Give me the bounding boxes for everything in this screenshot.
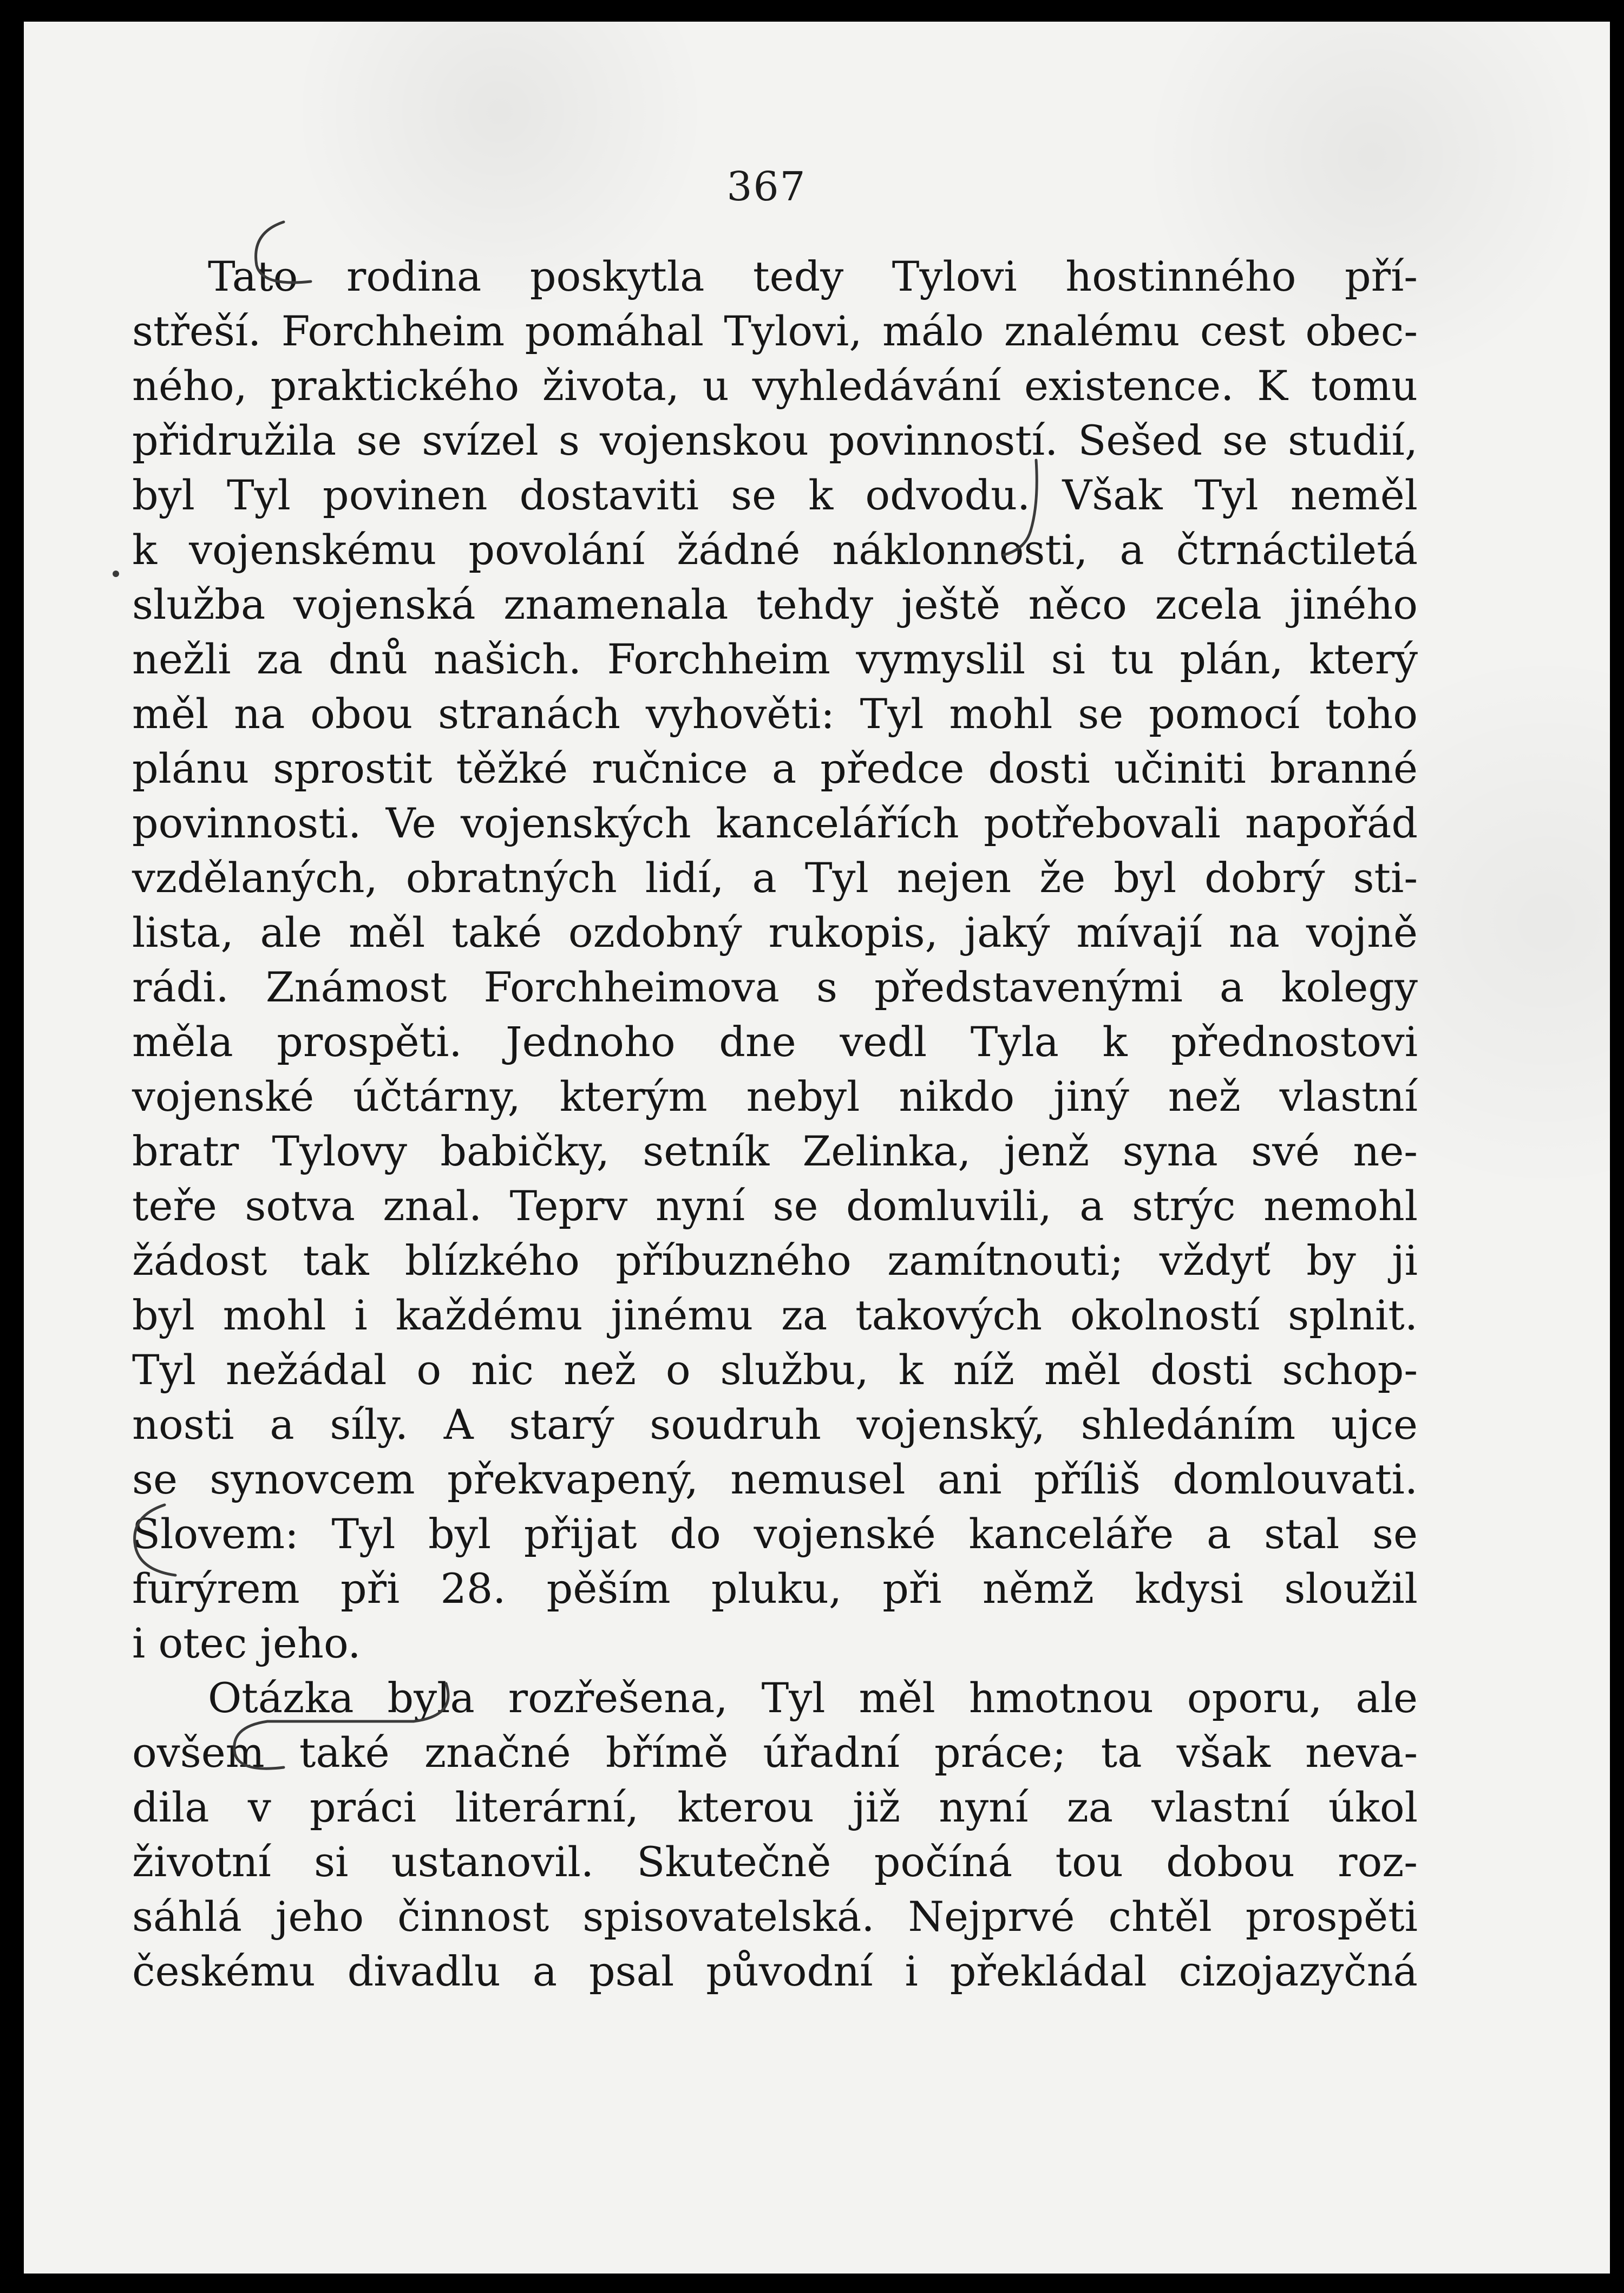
text-line: ného, praktického života, u vyhledávání existence. K tomu (132, 362, 1418, 410)
pencil-bracket-mark (219, 1673, 479, 1781)
text-line: měl na obou stranách vyhověti: Tyl mohl se pomocí toho (132, 690, 1418, 738)
text-line: nosti a síly. A starý soudruh vojenský, shledáním ujce (132, 1400, 1418, 1449)
text-line: povinnosti. Ve vojenských kancelářích potřebovali napořád (132, 799, 1418, 847)
pencil-bracket-mark (116, 1494, 181, 1586)
text-line: vzdělaných, obratných lidí, a Tyl nejen že byl dobrý sti- (132, 854, 1418, 902)
text-line: byl mohl i každému jinému za takových okolností splnit. (132, 1291, 1418, 1339)
text-line: nežli za dnů našich. Forchheim vymyslil si tu plán, který (132, 635, 1418, 683)
book-page (24, 22, 1610, 2274)
text-line: plánu sprostit těžké ručnice a předce dosti učiniti branné (132, 744, 1418, 792)
pencil-slash-mark (998, 455, 1052, 563)
text-line: byl Tyl povinen dostaviti se k odvodu. Však Tyl neměl (132, 471, 1418, 519)
text-line: služba vojenská znamenala tehdy ještě něco zcela jiného (132, 580, 1418, 628)
page-number: 367 (726, 163, 807, 210)
text-line: k vojenskému povolání žádné náklonnosti, a čtrnáctiletá (132, 526, 1418, 574)
text-line: lista, ale měl také ozdobný rukopis, jaký mívají na vojně (132, 908, 1418, 956)
text-line: teře sotva znal. Teprv nyní se domluvili, a strýc nemohl (132, 1182, 1418, 1230)
text-line: i otec jeho. (132, 1619, 361, 1667)
text-line: českému divadlu a psal původní i překládal cizojazyčná (132, 1947, 1418, 1995)
pencil-tick-mark (105, 563, 127, 585)
text-line: přidružila se svízel s vojenskou povinností. Sešed se studií, (132, 416, 1418, 464)
text-line: žádost tak blízkého příbuzného zamítnouti; vždyť by ji (132, 1236, 1418, 1285)
text-line: měla prospěti. Jednoho dne vedl Tyla k přednostovi (132, 1018, 1418, 1066)
text-line: vojenské účtárny, kterým nebyl nikdo jiný než vlastní (132, 1072, 1418, 1121)
text-line: se synovcem překvapený, nemusel ani příliš domlouvati. (132, 1455, 1418, 1503)
text-line: životní si ustanovil. Skutečně počíná tou dobou roz- (132, 1838, 1418, 1886)
text-line: sáhlá jeho činnost spisovatelská. Nejprvé chtěl prospěti (132, 1892, 1418, 1941)
text-line: Slovem: Tyl byl přijat do vojenské kanceláře a stal se (132, 1510, 1418, 1558)
text-line: bratr Tylovy babičky, setník Zelinka, jenž syna své ne- (132, 1127, 1418, 1175)
text-line: Tato rodina poskytla tedy Tylovi hostinného pří- (208, 252, 1418, 300)
text-line: ovšem také značné břímě úřadní práce; ta však neva- (132, 1728, 1418, 1777)
pencil-bracket-mark (246, 211, 322, 298)
paragraph-1 (132, 249, 1418, 1670)
text-line: Otázka byla rozřešena, Tyl měl hmotnou oporu, ale (208, 1674, 1418, 1722)
text-line: dila v práci literární, kterou již nyní za vlastní úkol (132, 1783, 1418, 1831)
text-line: rádi. Známost Forchheimova s představenými a kolegy (132, 963, 1418, 1011)
text-line: furýrem při 28. pěším pluku, při němž kdysi sloužil (132, 1564, 1418, 1613)
text-line: Tyl nežádal o nic než o službu, k níž měl dosti schop- (132, 1346, 1418, 1394)
text-line: střeší. Forchheim pomáhal Tylovi, málo znalému cest obec- (132, 307, 1418, 355)
